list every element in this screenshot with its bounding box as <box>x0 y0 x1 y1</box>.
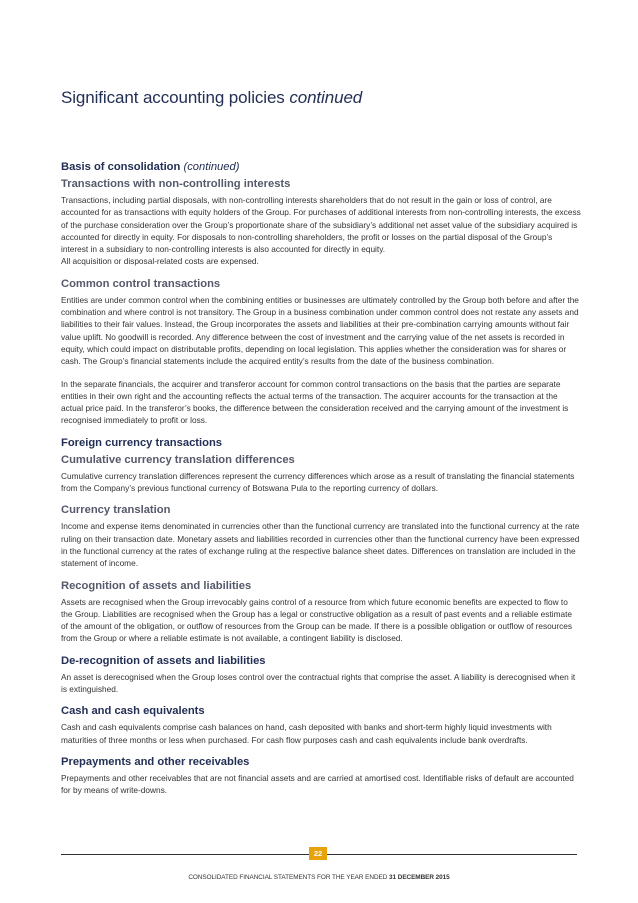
page-number-badge: 22 <box>309 847 327 860</box>
common-control-paragraph: Entities are under common control when the combining entities or businesses are ultimately controlled by the Group both before and after the combination and where control is not transitory. The Group in a business combination under common control does not restate any assets and liabilities to their fair values. Instead, the Group incorporates the assets and liabilities at their pre-combination carrying amounts without fair value uplift. No goodwill is recorded. Any difference between the cost of investment and the carrying value of the net assets is recorded in equity, which could impact on distributable profits, depending on local legislation. This applies whether the consideration was for shares or cash. The Group’s financial statements include the acquired entity’s results from the date of the business combination. <box>61 294 579 367</box>
basis-heading-paren: (continued) <box>183 161 240 173</box>
basis-heading <box>61 160 581 174</box>
footer-caption-prefix: CONSOLIDATED FINANCIAL STATEMENTS FOR THE YEAR ENDED <box>188 874 388 881</box>
nci-paragraph: All acquisition or disposal-related costs are expensed. <box>61 256 259 267</box>
currency-translation-heading: Currency translation <box>61 504 171 517</box>
currency-translation-paragraph: Income and expense items denominated in currencies other than the functional currency are translated into the functional currency at the rate ruling on their transaction date. Monetary assets and liabilities recorded in currencies other than the functional currency have been expressed in the functional currency at the rates of exchange ruling at the respective balance sheet dates. Differences on translation are included in the statement of income. <box>61 521 580 569</box>
page-title-main: Significant accounting policies <box>61 88 285 107</box>
section-derecognition <box>61 654 581 696</box>
footer-caption-date: 31 DECEMBER 2015 <box>389 874 450 881</box>
page-title <box>61 88 362 108</box>
section-common-control <box>61 277 581 427</box>
recognition-paragraph: Assets are recognised when the Group irrevocably gains control of a resource from which future economic benefits are expected to flow to the Group. Liabilities are recognised when the Group has a legal or constructive obligation as a result of past events and a reliable estimate of the amount of the obligation, or outflow of resources from the Group can be made. If there is a possible obligation or outflow of resources from the Group or where a reliable estimate is not available, a contingent liability is disclosed. <box>61 596 573 644</box>
prepayments-paragraph: Prepayments and other receivables that are not financial assets and are carried at amortised cost. Identifiable risks of default are accounted for by means of write-downs. <box>61 772 574 796</box>
main-content <box>61 160 581 797</box>
cash-heading: Cash and cash equivalents <box>61 705 205 718</box>
ctd-paragraph: Cumulative currency translation differences represent the currency differences which arose as a result of translating the financial statements from the Company’s previous functional currency of Botswana Pula to the reporting currency of dollars. <box>61 470 575 494</box>
footer-caption <box>0 874 638 881</box>
nci-heading: Transactions with non-controlling interests <box>61 178 291 190</box>
section-prepayments <box>61 755 581 797</box>
section-cash <box>61 704 581 746</box>
common-control-paragraph: In the separate financials, the acquirer and transferor account for common control transactions on the basis that the parties are separate entities in their own right and the accounting reflects the actual terms of the transaction. The acquirer accounts for the transaction at the actual price paid. In the transferor’s books, the difference between the consideration received and the carrying amount of the investment is recognised immediately to profit or loss. <box>61 378 569 426</box>
foreign-currency-heading: Foreign currency transactions <box>61 436 223 449</box>
section-nci <box>61 177 581 268</box>
section-recognition <box>61 579 581 645</box>
derecognition-paragraph: An asset is derecognised when the Group loses control over the contractual rights that comprise the asset. A liability is derecognised when it is extinguished. <box>61 671 576 695</box>
recognition-heading: Recognition of assets and liabilities <box>61 579 252 592</box>
prepayments-heading: Prepayments and other receivables <box>61 755 250 768</box>
ctd-heading: Cumulative currency translation differences <box>61 453 295 466</box>
nci-paragraph: Transactions, including partial disposals, with non-controlling interests shareholders that do not result in the gain or loss of control, are accounted for as transactions with equity holders of the Group. For purchases of additional interests from non-controlling interests, the excess of the purchase consideration over the Group’s proportionate share of the subsidiary’s additional net asset value of the subsidiary acquired is accounted for directly in equity. For disposals to non-controlling shareholders, the profit or losses on the partial disposal of the Group’s interest in a subsidiary to non-controlling interests is also accounted for directly in equity. <box>61 195 581 255</box>
basis-heading-text: Basis of consolidation <box>61 161 181 173</box>
derecognition-heading: De-recognition of assets and liabilities <box>61 654 266 667</box>
cash-paragraph: Cash and cash equivalents comprise cash balances on hand, cash deposited with banks and short-term highly liquid investments with maturities of three months or less when purchased. For cash flow purposes cash and cash equivalents include bank overdrafts. <box>61 722 552 745</box>
section-foreign-currency <box>61 436 581 570</box>
common-control-heading: Common control transactions <box>61 277 221 290</box>
page-title-suffix: continued <box>289 88 363 107</box>
